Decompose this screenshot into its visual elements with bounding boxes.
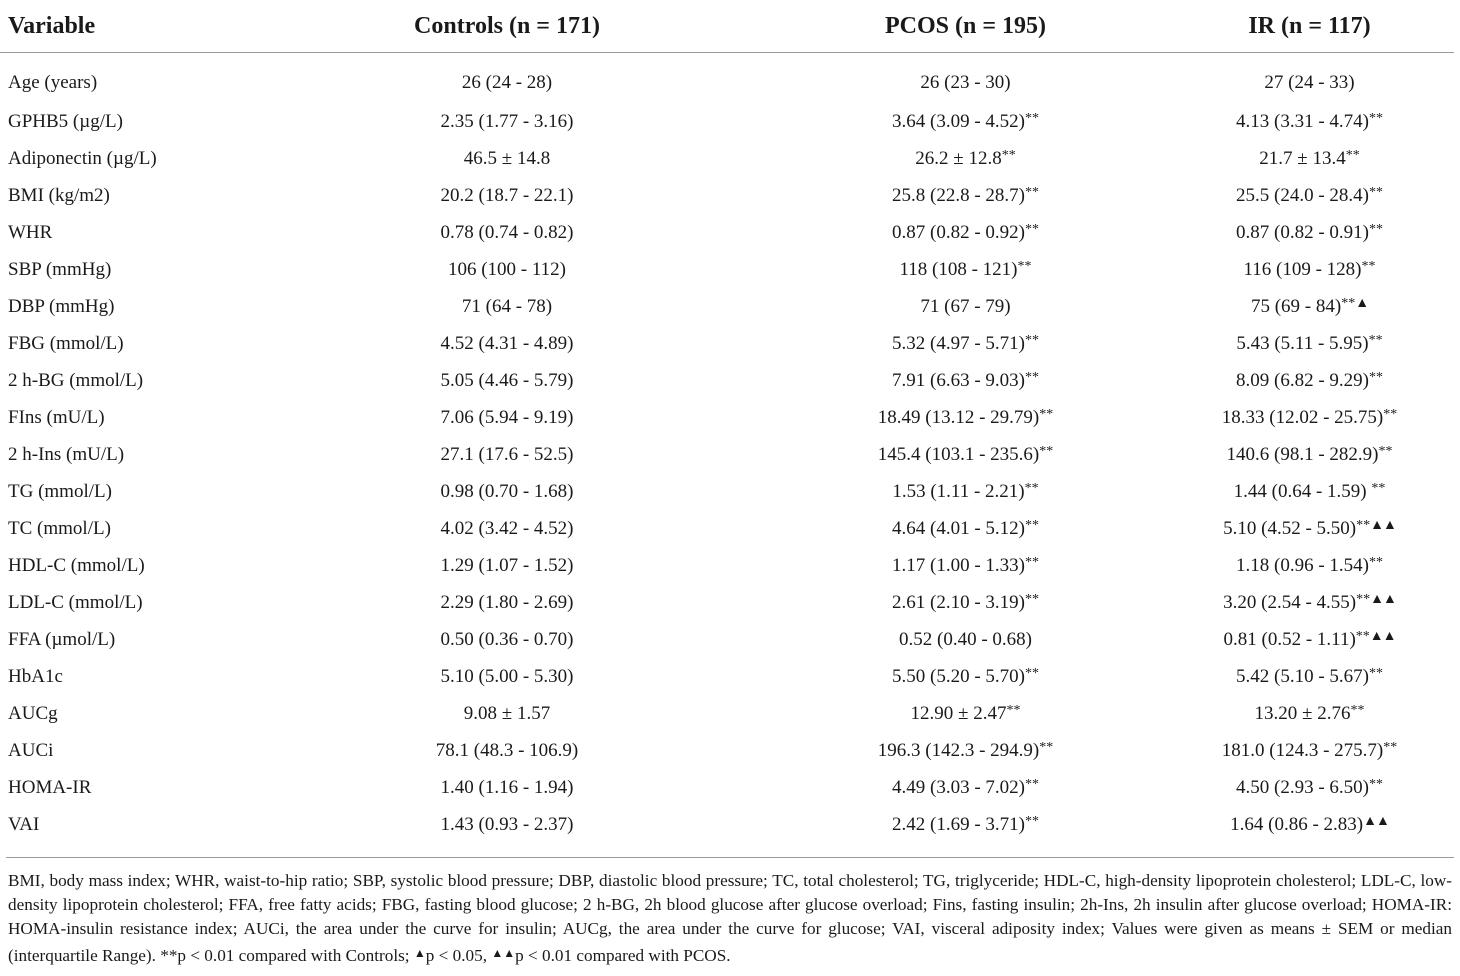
ir-cell [1165,177,1454,214]
pcos-cell [766,584,1165,621]
pcos-value: 18.49 (13.12 - 29.79) [877,406,1040,428]
pcos-cell [766,399,1165,436]
ir-pcos-marker: ▲▲ [1363,813,1389,829]
pcos-significance: ** [1024,591,1039,607]
variable-cell [0,214,248,251]
variable-name: HbA1c [8,665,63,687]
pcos-significance: ** [1039,406,1054,422]
table-row [0,399,1454,436]
pcos-significance: ** [1024,554,1039,570]
controls-cell [248,362,766,399]
ir-cell [1165,399,1454,436]
controls-cell [248,547,766,584]
table-row [0,621,1454,658]
pcos-value: 12.90 ± 2.47 [910,702,1007,724]
ir-pcos-marker: ▲▲ [1369,628,1396,644]
pcos-significance: ** [1024,184,1039,200]
ir-cell [1165,325,1454,362]
pcos-value: 0.52 (0.40 - 0.68) [899,628,1032,650]
variable-cell [0,436,248,473]
controls-value: 106 (100 - 112) [447,258,567,280]
ir-value: 4.13 (3.31 - 4.74) [1236,110,1369,132]
footnote-abbreviations: BMI, body mass index; WHR, waist-to-hip ratio; SBP, systolic blood pressure; DBP, diastolic blood pressure; TC, total cholesterol; TG, triglyceride; HDL-C, high-density lipoprotein cholesterol; LDL-C, low-density lipoprotein cholesterol; FFA, free fatty acids; FBG, fasting blood glucose; 2 h-BG, 2h blood glucose after glucose overload; Fins, fasting insulin; 2h-Ins, 2h insulin after glucose overload; HOMA-IR: HOMA-insulin resistance index; AUCi, the area under the curve for insulin; AUCg, the area under the curve for glucose; VAI, visceral adiposity index; Values were given as means ± SEM or median (interquartile Range). **p < 0.01 compared with Controls; [8,871,1452,965]
pcos-value: 2.61 (2.10 - 3.19) [892,591,1025,613]
controls-cell [248,251,766,288]
ir-significance: ** [1368,554,1383,570]
variable-name: HOMA-IR [8,776,92,798]
ir-cell [1165,251,1454,288]
table-row [0,732,1454,769]
ir-value: 1.44 (0.64 - 1.59) [1233,480,1372,502]
table-row [0,658,1454,695]
table-row [0,53,1454,104]
ir-value: 5.42 (5.10 - 5.67) [1236,665,1369,687]
controls-cell [248,53,766,104]
ir-value: 4.50 (2.93 - 6.50) [1236,776,1369,798]
ir-cell [1165,806,1454,843]
ir-significance: ** [1341,295,1356,311]
ir-significance: ** [1371,480,1386,496]
single-triangle-symbol: ▲ [413,946,426,960]
pcos-significance: ** [1017,258,1032,274]
pcos-cell [766,103,1165,140]
pcos-value: 3.64 (3.09 - 4.52) [892,110,1025,132]
ir-value: 5.43 (5.11 - 5.95) [1236,332,1369,354]
ir-cell [1165,547,1454,584]
table-row [0,214,1454,251]
header-controls: Controls (n = 171) [248,0,766,53]
ir-cell [1165,473,1454,510]
controls-cell [248,621,766,658]
pcos-value: 4.49 (3.03 - 7.02) [892,776,1025,798]
ir-significance: ** [1368,665,1383,681]
pcos-cell [766,140,1165,177]
controls-value: 71 (64 - 78) [461,295,553,317]
variable-name: TG (mmol/L) [8,480,112,502]
controls-cell [248,806,766,843]
pcos-value: 145.4 (103.1 - 235.6) [877,443,1040,465]
table-row [0,325,1454,362]
pcos-significance: ** [1024,813,1039,829]
ir-cell [1165,732,1454,769]
controls-cell [248,473,766,510]
controls-value: 7.06 (5.94 - 9.19) [440,406,574,428]
pcos-value: 196.3 (142.3 - 294.9) [877,739,1040,761]
table-row [0,362,1454,399]
pcos-cell [766,288,1165,325]
footnote-single-triangle-note: p < 0.05, [425,946,492,965]
pcos-value: 5.50 (5.20 - 5.70) [892,665,1025,687]
ir-cell [1165,288,1454,325]
table-body [0,53,1454,844]
ir-significance: ** [1356,517,1371,533]
ir-significance: ** [1368,184,1383,200]
pcos-value: 1.53 (1.11 - 2.21) [892,480,1025,502]
ir-cell [1165,658,1454,695]
pcos-significance: ** [1001,147,1016,163]
variable-name: VAI [8,813,40,835]
header-pcos: PCOS (n = 195) [766,0,1165,53]
variable-name: TC (mmol/L) [8,517,111,539]
pcos-value: 71 (67 - 79) [920,295,1011,317]
pcos-cell [766,732,1165,769]
variable-cell [0,177,248,214]
pcos-significance: ** [1024,665,1039,681]
controls-value: 4.02 (3.42 - 4.52) [440,517,574,539]
ir-cell [1165,362,1454,399]
ir-value: 1.64 (0.86 - 2.83) [1230,813,1364,835]
ir-value: 8.09 (6.82 - 9.29) [1236,369,1369,391]
ir-significance: ** [1368,776,1383,792]
variable-cell [0,53,248,104]
controls-cell [248,584,766,621]
ir-pcos-marker: ▲ [1355,295,1369,311]
ir-significance: ** [1378,443,1393,459]
variable-cell [0,769,248,806]
table-row [0,584,1454,621]
ir-value: 21.7 ± 13.4 [1259,147,1346,169]
controls-value: 1.40 (1.16 - 1.94) [440,776,574,798]
ir-value: 18.33 (12.02 - 25.75) [1221,406,1384,428]
ir-significance: ** [1383,406,1398,422]
table-row [0,695,1454,732]
controls-value: 20.2 (18.7 - 22.1) [440,184,574,206]
header-ir: IR (n = 117) [1165,0,1454,53]
pcos-value: 1.17 (1.00 - 1.33) [892,554,1025,576]
ir-value: 0.81 (0.52 - 1.11) [1223,628,1356,650]
table-row [0,103,1454,140]
variable-name: FFA (µmol/L) [8,628,116,650]
variable-cell [0,288,248,325]
pcos-value: 26.2 ± 12.8 [915,147,1002,169]
table-row [0,140,1454,177]
variable-cell [0,732,248,769]
table-row [0,288,1454,325]
pcos-value: 118 (108 - 121) [899,258,1018,280]
ir-significance: ** [1383,739,1398,755]
ir-significance: ** [1345,147,1360,163]
variable-cell [0,547,248,584]
ir-pcos-marker: ▲▲ [1370,517,1396,533]
pcos-value: 5.32 (4.97 - 5.71) [892,332,1025,354]
pcos-cell [766,53,1165,104]
table-header [0,0,1454,53]
ir-value: 116 (109 - 128) [1243,258,1362,280]
variable-name: 2 h-BG (mmol/L) [8,369,144,391]
ir-significance: ** [1368,369,1383,385]
ir-cell [1165,695,1454,732]
ir-value: 3.20 (2.54 - 4.55) [1223,591,1357,613]
variable-name: WHR [8,221,53,243]
footnote-divider [6,857,1454,858]
pcos-cell [766,547,1165,584]
table-row [0,177,1454,214]
variable-name: HDL-C (mmol/L) [8,554,145,576]
pcos-significance: ** [1024,110,1039,126]
double-triangle-symbol: ▲▲ [491,946,516,960]
variable-cell [0,621,248,658]
controls-value: 2.29 (1.80 - 2.69) [440,591,574,613]
variable-name: GPHB5 (µg/L) [8,110,123,132]
controls-value: 26 (24 - 28) [461,72,553,93]
controls-cell [248,769,766,806]
ir-value: 27 (24 - 33) [1264,72,1355,93]
pcos-cell [766,436,1165,473]
ir-value: 13.20 ± 2.76 [1254,702,1351,724]
pcos-cell [766,362,1165,399]
controls-value: 0.78 (0.74 - 0.82) [440,221,574,243]
controls-cell [248,325,766,362]
ir-significance: ** [1355,628,1370,644]
variable-name: AUCi [8,739,54,761]
controls-value: 27.1 (17.6 - 52.5) [440,443,574,465]
ir-cell [1165,621,1454,658]
variable-cell [0,251,248,288]
variable-name: DBP (mmHg) [8,295,115,317]
ir-significance: ** [1368,221,1383,237]
controls-value: 1.43 (0.93 - 2.37) [440,813,574,835]
pcos-value: 4.64 (4.01 - 5.12) [892,517,1025,539]
table-footnote [8,869,1452,968]
pcos-significance: ** [1024,517,1039,533]
pcos-significance: ** [1039,443,1054,459]
table-row [0,436,1454,473]
pcos-value: 7.91 (6.63 - 9.03) [892,369,1025,391]
pcos-cell [766,214,1165,251]
variable-cell [0,510,248,547]
variable-name: AUCg [8,702,58,724]
ir-significance: ** [1350,702,1365,718]
variable-name: FIns (mU/L) [8,406,105,428]
controls-value: 5.05 (4.46 - 5.79) [440,369,574,391]
controls-value: 5.10 (5.00 - 5.30) [440,665,574,687]
controls-value: 9.08 ± 1.57 [463,702,551,724]
variable-cell [0,362,248,399]
controls-cell [248,214,766,251]
controls-cell [248,658,766,695]
ir-significance: ** [1368,110,1383,126]
table-row [0,769,1454,806]
controls-value: 78.1 (48.3 - 106.9) [435,739,579,761]
ir-value: 25.5 (24.0 - 28.4) [1236,184,1369,206]
ir-cell [1165,103,1454,140]
ir-cell [1165,214,1454,251]
pcos-significance: ** [1024,221,1039,237]
ir-significance: ** [1361,258,1376,274]
controls-cell [248,399,766,436]
ir-value: 0.87 (0.82 - 0.91) [1236,221,1369,243]
variable-name: Age (years) [8,72,98,93]
controls-cell [248,510,766,547]
ir-value: 75 (69 - 84) [1250,295,1342,317]
controls-cell [248,695,766,732]
header-variable: Variable [0,0,248,53]
pcos-cell [766,658,1165,695]
variable-cell [0,658,248,695]
ir-value: 5.10 (4.52 - 5.50) [1223,517,1357,539]
table-row [0,806,1454,843]
controls-cell [248,177,766,214]
ir-value: 181.0 (124.3 - 275.7) [1221,739,1384,761]
variable-cell [0,325,248,362]
variable-cell [0,473,248,510]
table-row [0,510,1454,547]
controls-cell [248,140,766,177]
controls-value: 2.35 (1.77 - 3.16) [440,110,574,132]
pcos-significance: ** [1024,776,1039,792]
header-row [0,0,1454,53]
controls-cell [248,732,766,769]
ir-value: 140.6 (98.1 - 282.9) [1226,443,1379,465]
pcos-cell [766,177,1165,214]
pcos-cell [766,473,1165,510]
ir-value: 1.18 (0.96 - 1.54) [1236,554,1369,576]
controls-value: 46.5 ± 14.8 [463,147,551,169]
pcos-cell [766,325,1165,362]
variable-name: SBP (mmHg) [8,258,112,280]
controls-cell [248,288,766,325]
controls-value: 0.50 (0.36 - 0.70) [440,628,574,650]
pcos-cell [766,695,1165,732]
ir-cell [1165,53,1454,104]
pcos-significance: ** [1006,702,1021,718]
pcos-value: 26 (23 - 30) [920,72,1011,93]
pcos-value: 25.8 (22.8 - 28.7) [892,184,1025,206]
variable-cell [0,806,248,843]
ir-cell [1165,510,1454,547]
table-row [0,251,1454,288]
pcos-cell [766,769,1165,806]
table-row [0,547,1454,584]
pcos-significance: ** [1024,480,1039,496]
variable-cell [0,140,248,177]
ir-cell [1165,584,1454,621]
variable-cell [0,103,248,140]
variable-name: 2 h-Ins (mU/L) [8,443,125,465]
variable-name: Adiponectin (µg/L) [8,147,157,169]
variable-name: FBG (mmol/L) [8,332,124,354]
controls-value: 1.29 (1.07 - 1.52) [440,554,574,576]
controls-value: 4.52 (4.31 - 4.89) [440,332,574,354]
pcos-value: 0.87 (0.82 - 0.92) [892,221,1025,243]
ir-cell [1165,436,1454,473]
variable-name: LDL-C (mmol/L) [8,591,143,613]
variable-cell [0,399,248,436]
ir-cell [1165,140,1454,177]
variable-cell [0,584,248,621]
pcos-cell [766,806,1165,843]
pcos-cell [766,621,1165,658]
pcos-cell [766,251,1165,288]
pcos-significance: ** [1039,739,1054,755]
ir-significance: ** [1356,591,1371,607]
table-row [0,473,1454,510]
ir-pcos-marker: ▲▲ [1370,591,1396,607]
controls-cell [248,103,766,140]
pcos-cell [766,510,1165,547]
footnote-double-triangle-note: p < 0.01 compared with PCOS. [515,946,731,965]
ir-cell [1165,769,1454,806]
pcos-significance: ** [1024,332,1039,348]
controls-value: 0.98 (0.70 - 1.68) [440,480,574,502]
controls-cell [248,436,766,473]
variable-name: BMI (kg/m2) [8,184,110,206]
pcos-significance: ** [1024,369,1039,385]
variable-cell [0,695,248,732]
ir-significance: ** [1368,332,1383,348]
pcos-value: 2.42 (1.69 - 3.71) [892,813,1025,835]
